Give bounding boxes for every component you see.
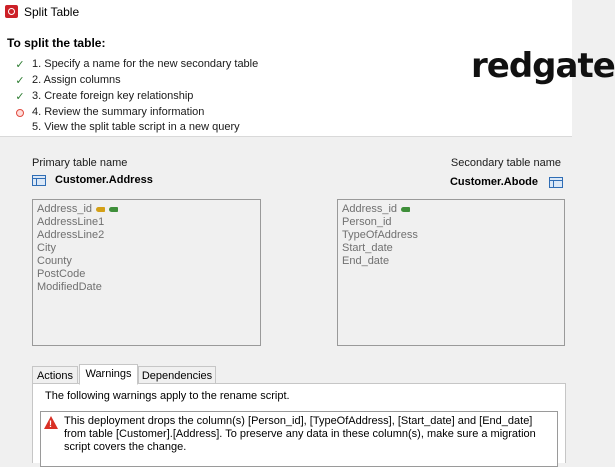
secondary-columns-list[interactable] [337,199,565,346]
warning-icon: ! [44,416,58,429]
foreign-key-icon [401,207,410,212]
list-item[interactable]: TypeOfAddress [342,229,418,241]
list-item[interactable]: PostCode [37,268,86,280]
table-icon [32,175,46,186]
list-item[interactable]: ModifiedDate [37,281,102,293]
list-item[interactable]: Address_id [342,203,410,215]
tab-warnings[interactable]: Warnings [79,364,138,385]
check-icon: ✓ [15,75,25,87]
check-icon: ✓ [15,91,25,103]
check-icon: ✓ [15,59,25,71]
warnings-panel [32,383,566,463]
title-bar [0,0,572,24]
primary-key-icon [96,207,105,212]
tab-dependencies[interactable]: Dependencies [138,366,216,384]
secondary-table-name: Customer.Abode [449,176,538,188]
list-item[interactable]: City [37,242,56,254]
primary-table-label: Primary table name [32,157,128,169]
primary-columns-list[interactable] [32,199,261,346]
list-item[interactable]: AddressLine2 [37,229,105,241]
list-item[interactable]: County [37,255,72,267]
window-title: Split Table [24,5,80,19]
warning-message: This deployment drops the column(s) [Person_id], [TypeOfAddress], [Start_date] and [End_date] from table [Customer].[Address]. To preserve any data in these column(s), make sure a migration script covers the change. [64,415,536,453]
current-step-icon [14,106,26,117]
list-item[interactable]: End_date [342,255,390,267]
warnings-intro: The following warnings apply to the rename script. [45,390,290,402]
warnings-list[interactable] [40,411,558,467]
step-1: 1. Specify a name for the new secondary table [32,58,259,70]
step-5: 5. View the split table script in a new query [32,121,240,133]
primary-table-name: Customer.Address [55,174,153,186]
list-item[interactable]: AddressLine1 [37,216,105,228]
step-2: 2. Assign columns [32,74,121,86]
wizard-header [0,24,615,137]
step-3: 3. Create foreign key relationship [32,90,194,102]
secondary-table-label: Secondary table name [450,157,561,169]
foreign-key-icon [109,207,118,212]
steps-heading: To split the table: [7,36,106,50]
list-item[interactable]: Person_id [342,216,392,228]
redgate-logo: redgate [471,46,615,86]
list-item[interactable]: Start_date [342,242,393,254]
step-4: 4. Review the summary information [32,106,205,118]
list-item[interactable]: Address_id [37,203,118,215]
tab-actions[interactable]: Actions [32,366,78,384]
table-icon [549,177,563,188]
sql-prompt-app-icon [5,5,18,18]
